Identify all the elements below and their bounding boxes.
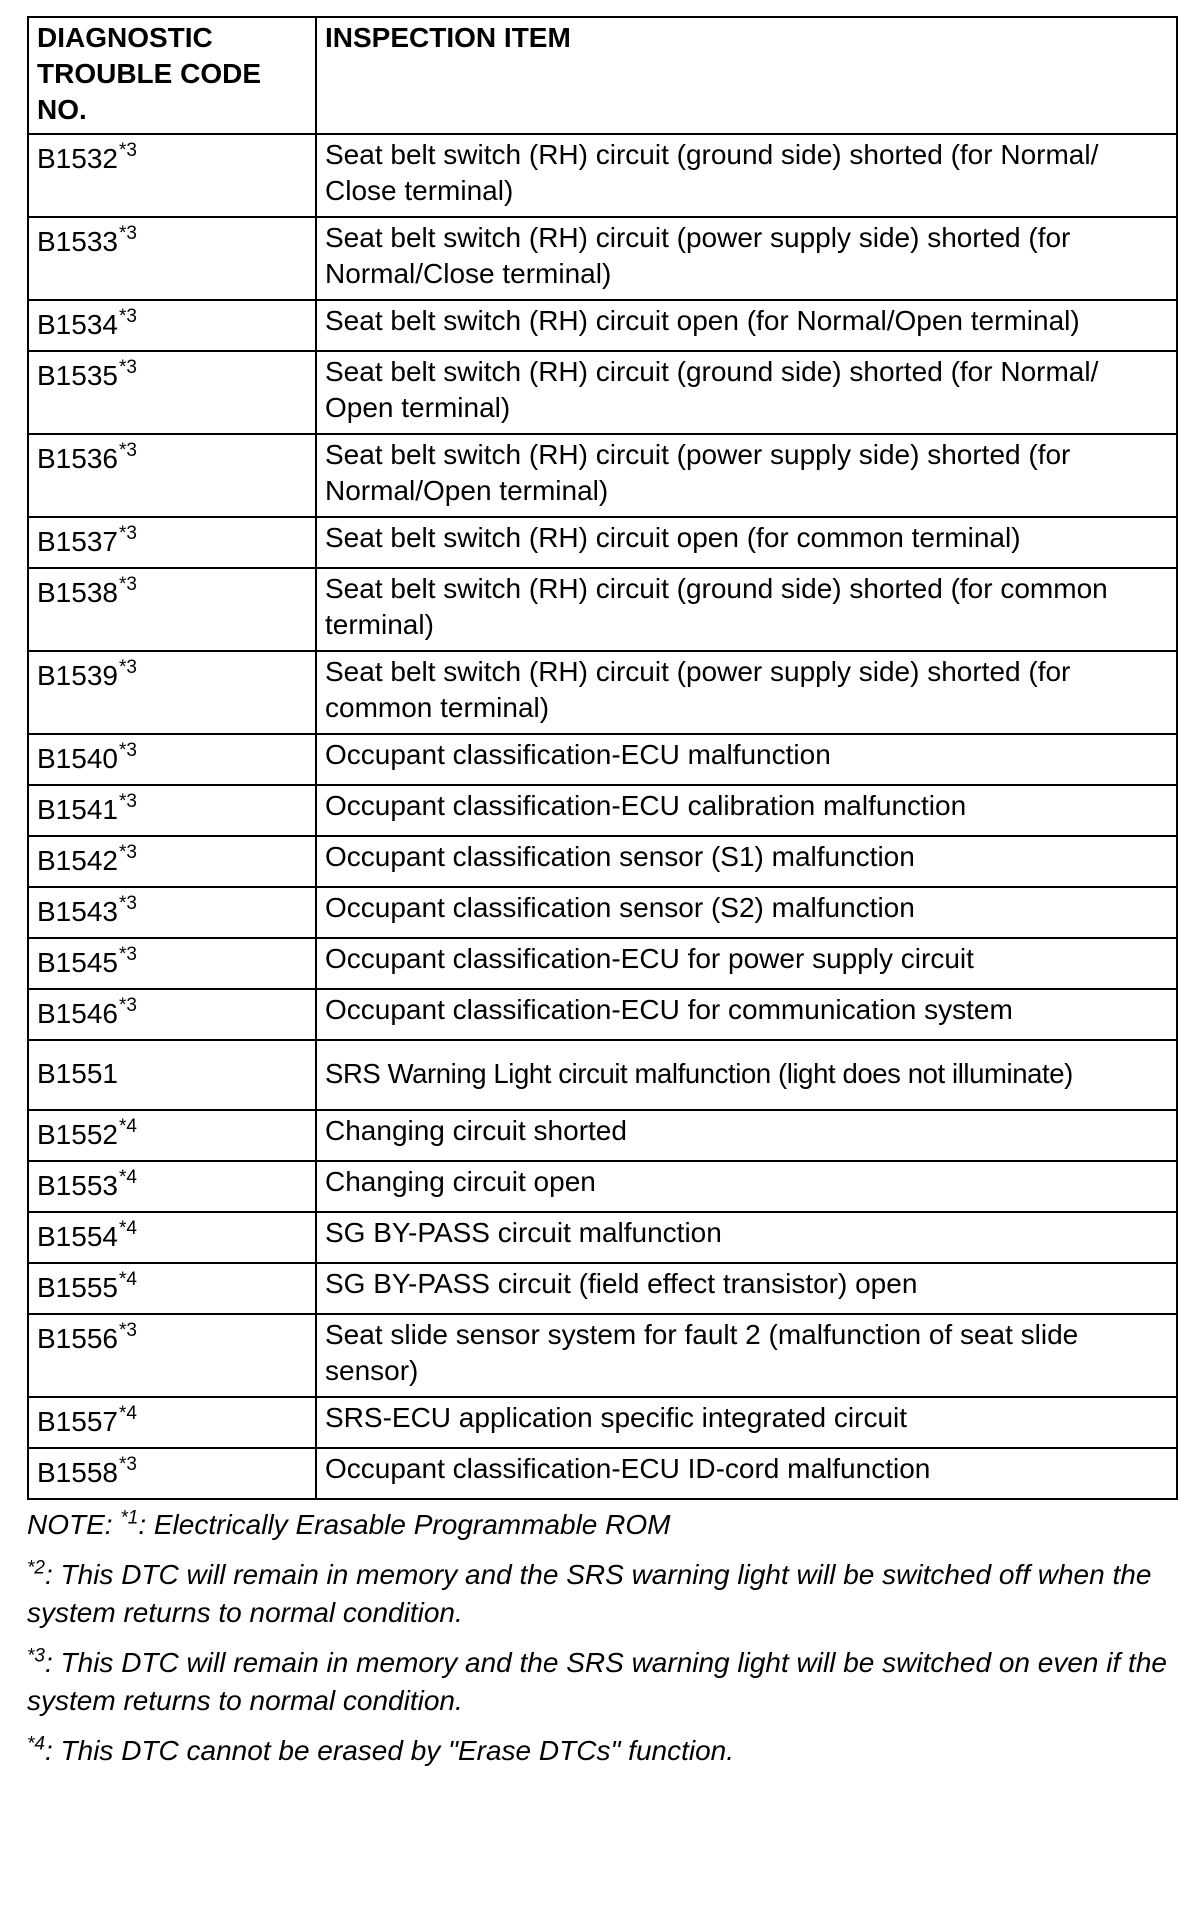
dtc-note-mark: *3: [118, 1319, 137, 1341]
dtc-code: B1545: [37, 947, 118, 978]
dtc-code: B1538: [37, 577, 118, 608]
dtc-code: B1555: [37, 1272, 118, 1303]
dtc-code: B1546: [37, 998, 118, 1029]
dtc-code-cell: [28, 217, 316, 300]
inspection-item-cell: Occupant classification-ECU malfunction: [316, 734, 1177, 785]
dtc-note-mark: *3: [118, 739, 137, 761]
inspection-item-cell: Changing circuit open: [316, 1161, 1177, 1212]
dtc-note-mark: *3: [118, 841, 137, 863]
dtc-note-mark: *4: [118, 1166, 137, 1188]
dtc-document: [27, 16, 1176, 1782]
dtc-note-mark: *3: [118, 892, 137, 914]
dtc-code-cell: [28, 300, 316, 351]
dtc-code: B1554: [37, 1221, 118, 1252]
dtc-code: B1551: [37, 1057, 118, 1089]
inspection-item-cell: Occupant classification-ECU ID-cord malfunction: [316, 1448, 1177, 1499]
inspection-item-cell: Seat belt switch (RH) circuit (power supply side) shorted (for Normal/Close terminal): [316, 217, 1177, 300]
inspection-item-cell: Seat belt switch (RH) circuit (ground side) shorted (for Normal/ Open terminal): [316, 351, 1177, 434]
dtc-note-mark: *3: [118, 1453, 137, 1475]
dtc-code-cell: [28, 785, 316, 836]
dtc-note-mark: *3: [118, 573, 137, 595]
inspection-item-cell: SG BY-PASS circuit (field effect transistor) open: [316, 1263, 1177, 1314]
dtc-code-cell: [28, 1161, 316, 1212]
dtc-code: B1540: [37, 743, 118, 774]
dtc-code-cell: [28, 836, 316, 887]
table-row: [28, 938, 1177, 989]
inspection-item-cell: Changing circuit shorted: [316, 1110, 1177, 1161]
inspection-item-cell: Seat slide sensor system for fault 2 (malfunction of seat slide sensor): [316, 1314, 1177, 1397]
dtc-code-cell: [28, 517, 316, 568]
dtc-note-mark: *4: [118, 1402, 137, 1424]
dtc-code: B1534: [37, 309, 118, 340]
table-row: [28, 734, 1177, 785]
table-row: [28, 351, 1177, 434]
inspection-item-cell: Occupant classification sensor (S1) malfunction: [316, 836, 1177, 887]
dtc-note-mark: *3: [118, 656, 137, 678]
note-1: [27, 1506, 1176, 1544]
table-row: [28, 568, 1177, 651]
dtc-code-cell: [28, 1110, 316, 1161]
table-row: [28, 134, 1177, 217]
dtc-code: B1539: [37, 660, 118, 691]
inspection-item-cell: Seat belt switch (RH) circuit (power supply side) shorted (for Normal/Open terminal): [316, 434, 1177, 517]
table-row: [28, 517, 1177, 568]
dtc-code: B1541: [37, 794, 118, 825]
table-row: [28, 1263, 1177, 1314]
table-row: [28, 1110, 1177, 1161]
dtc-code-cell: [28, 1263, 316, 1314]
dtc-code-cell: [28, 351, 316, 434]
table-row: [28, 1212, 1177, 1263]
table-row: [28, 836, 1177, 887]
dtc-note-mark: *3: [118, 439, 137, 461]
table-row: [28, 1448, 1177, 1499]
note-text: : Electrically Erasable Programmable ROM: [138, 1509, 671, 1540]
inspection-item-cell: Seat belt switch (RH) circuit (power supply side) shorted (for common terminal): [316, 651, 1177, 734]
inspection-item-cell: Seat belt switch (RH) circuit open (for common terminal): [316, 517, 1177, 568]
dtc-note-mark: *3: [118, 139, 137, 161]
dtc-code: B1557: [37, 1406, 118, 1437]
dtc-table-body: [28, 134, 1177, 1499]
table-row: [28, 1161, 1177, 1212]
table-row: [28, 217, 1177, 300]
dtc-code: B1535: [37, 360, 118, 391]
dtc-code-cell: [28, 1212, 316, 1263]
dtc-code: B1536: [37, 443, 118, 474]
dtc-code: B1558: [37, 1457, 118, 1488]
note-2: [27, 1556, 1176, 1632]
dtc-code-cell: [28, 1448, 316, 1499]
dtc-code-cell: [28, 134, 316, 217]
header-dtc-no: [28, 17, 316, 134]
dtc-code: B1552: [37, 1119, 118, 1150]
table-row: [28, 1040, 1177, 1110]
dtc-code-cell: [28, 938, 316, 989]
note-text: : This DTC cannot be erased by "Erase DTCs" function.: [44, 1735, 735, 1766]
dtc-code-cell: [28, 651, 316, 734]
note-prefix: NOTE:: [27, 1509, 121, 1540]
table-row: [28, 434, 1177, 517]
dtc-code: B1556: [37, 1323, 118, 1354]
note-mark: *2: [27, 1557, 45, 1579]
note-text: : This DTC will remain in memory and the SRS warning light will be switched on even if the system returns to normal condition.: [27, 1647, 1167, 1716]
table-row: [28, 785, 1177, 836]
note-3: [27, 1644, 1176, 1720]
inspection-item-cell: Seat belt switch (RH) circuit (ground side) shorted (for common terminal): [316, 568, 1177, 651]
dtc-note-mark: *3: [118, 305, 137, 327]
dtc-code: B1537: [37, 526, 118, 557]
note-mark: *1: [120, 1507, 139, 1529]
dtc-note-mark: *3: [118, 994, 137, 1016]
dtc-note-mark: *3: [118, 790, 137, 812]
dtc-note-mark: *4: [118, 1115, 137, 1137]
note-mark: *3: [27, 1645, 45, 1667]
inspection-item-cell: Occupant classification-ECU calibration malfunction: [316, 785, 1177, 836]
table-row: [28, 651, 1177, 734]
dtc-note-mark: *3: [118, 943, 137, 965]
dtc-code: B1543: [37, 896, 118, 927]
dtc-note-mark: *4: [118, 1268, 137, 1290]
dtc-code: B1542: [37, 845, 118, 876]
table-header-row: [28, 17, 1177, 134]
inspection-item-cell: SRS-ECU application specific integrated circuit: [316, 1397, 1177, 1448]
inspection-item-cell: SG BY-PASS circuit malfunction: [316, 1212, 1177, 1263]
table-row: [28, 1397, 1177, 1448]
table-row: [28, 887, 1177, 938]
dtc-note-mark: *4: [118, 1217, 137, 1239]
note-text: : This DTC will remain in memory and the SRS warning light will be switched off when the system returns to normal condition.: [27, 1559, 1152, 1628]
inspection-item-cell: Occupant classification-ECU for communication system: [316, 989, 1177, 1040]
dtc-code: B1533: [37, 226, 118, 257]
dtc-code-cell: [28, 734, 316, 785]
note-mark: *4: [27, 1733, 45, 1755]
dtc-note-mark: *3: [118, 222, 137, 244]
header-dtc-no-label: DIAGNOSTIC TROUBLE CODE NO.: [37, 22, 261, 125]
inspection-item-cell: Seat belt switch (RH) circuit open (for Normal/Open terminal): [316, 300, 1177, 351]
dtc-code-cell: [28, 1397, 316, 1448]
dtc-note-mark: *3: [118, 522, 137, 544]
dtc-table: [27, 16, 1178, 1500]
inspection-item-cell: Occupant classification-ECU for power supply circuit: [316, 938, 1177, 989]
dtc-code-cell: [28, 1314, 316, 1397]
dtc-code-cell: [28, 1040, 316, 1110]
dtc-code: B1532: [37, 143, 118, 174]
table-row: [28, 1314, 1177, 1397]
dtc-code-cell: [28, 989, 316, 1040]
table-row: [28, 300, 1177, 351]
dtc-code-cell: [28, 434, 316, 517]
dtc-note-mark: *3: [118, 356, 137, 378]
note-4: [27, 1732, 1176, 1770]
notes-section: [27, 1506, 1176, 1770]
inspection-item-cell: Occupant classification sensor (S2) malfunction: [316, 887, 1177, 938]
inspection-item-cell: Seat belt switch (RH) circuit (ground side) shorted (for Normal/ Close terminal): [316, 134, 1177, 217]
header-inspection-item: INSPECTION ITEM: [316, 17, 1177, 134]
dtc-code-cell: [28, 887, 316, 938]
inspection-item-cell: SRS Warning Light circuit malfunction (light does not illuminate): [316, 1040, 1177, 1110]
dtc-code: B1553: [37, 1170, 118, 1201]
table-row: [28, 989, 1177, 1040]
dtc-code-cell: [28, 568, 316, 651]
